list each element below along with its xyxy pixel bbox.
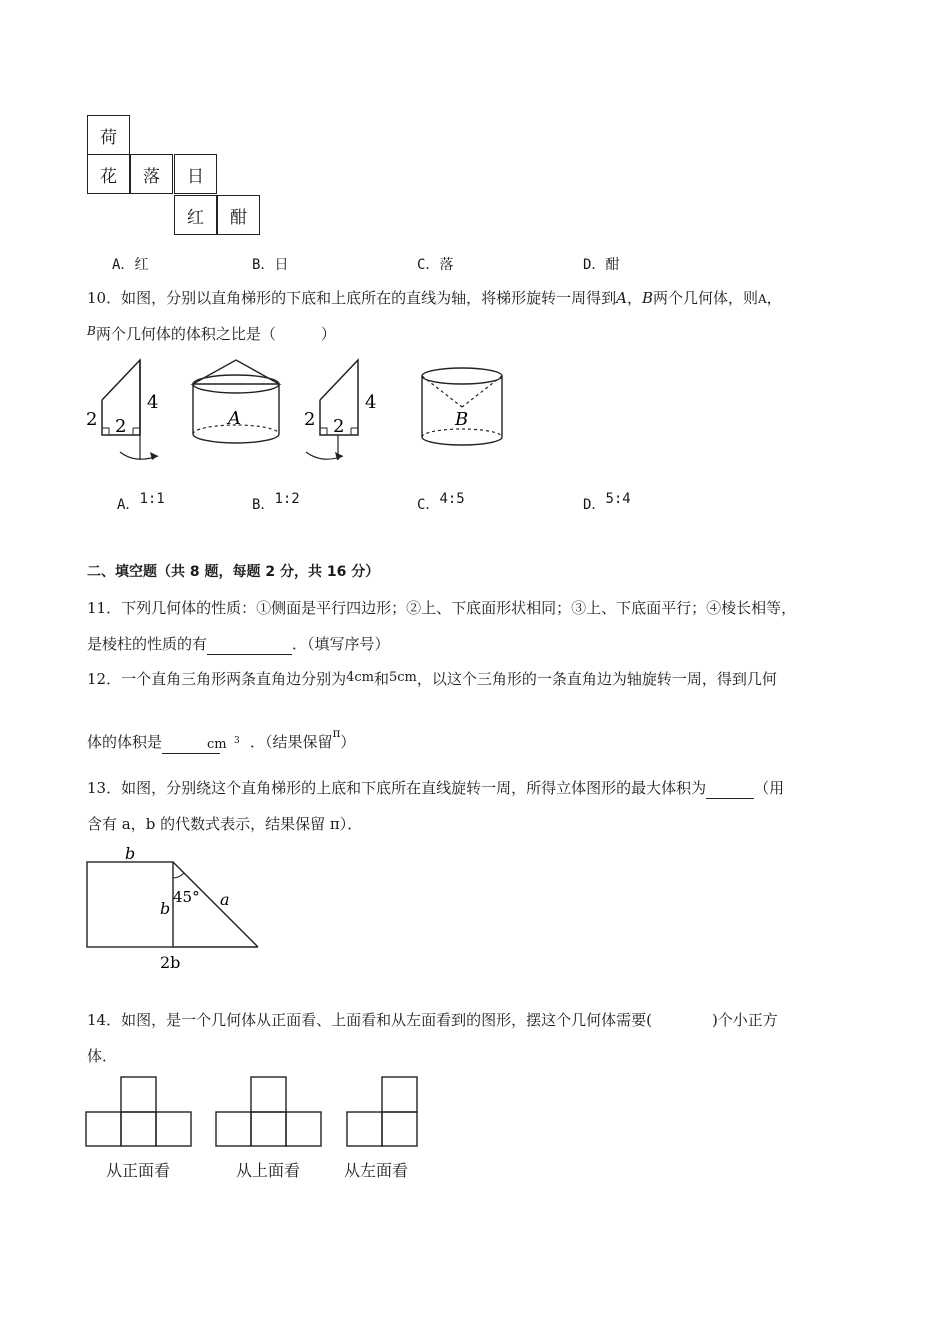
q9-option-b: B．日 <box>252 257 289 273</box>
q9-option-c: C．落 <box>417 257 454 273</box>
net-cell-5: 红 <box>174 195 217 235</box>
left-view-caption: 从左面看 <box>344 1161 409 1180</box>
q10-line1: 10．如图，分别以直角梯形的下底和上底所在的直线为轴，将梯形旋转一周得到A，B两个几何体，则A， <box>87 289 782 307</box>
net-cell-1: 荷 <box>87 115 130 155</box>
q13-top-label: b <box>125 844 136 863</box>
q11-line1: 11．下列几何体的性质：①侧面是平行四边形；②上、下底面形状相同；③上、下底面平行；④棱长相等， <box>87 599 797 617</box>
q11-answer-blank[interactable] <box>207 638 292 655</box>
q11-line2: 是棱柱的性质的有 ．（填写序号） <box>87 635 390 653</box>
q12-line1: 12．一个直角三角形两条直角边分别为4cm和5cm，以这个三角形的一条直角边为轴旋转一周，得到几何 <box>87 670 777 688</box>
section-heading: 二、填空题（共 8 题，每题 2 分，共 16 分） <box>87 564 380 580</box>
solid-a-label: A <box>228 408 241 429</box>
q12-line2: 体的体积是 cm 3 ．（结果保留π） <box>87 726 356 752</box>
net-cell-3: 落 <box>130 154 173 194</box>
trap2-right-label: 4 <box>365 392 377 413</box>
q9-option-d: D．酣 <box>583 257 620 273</box>
q9-option-a: A．红 <box>112 257 149 273</box>
trap1-right-label: 4 <box>147 392 159 413</box>
front-view-caption: 从正面看 <box>106 1161 171 1180</box>
trapezoid-2 <box>304 360 376 460</box>
q10-option-d: D．5:4 <box>583 491 631 513</box>
solid-b-label: B <box>455 409 469 430</box>
trap1-left-label: 2 <box>86 409 98 430</box>
q13-hyp-label: a <box>220 890 230 909</box>
q14-line2: 体． <box>87 1047 118 1065</box>
q13-angle-label: 45° <box>173 888 200 906</box>
trapezoid-1 <box>86 360 158 460</box>
q13-answer-blank[interactable] <box>706 782 754 799</box>
net-cell-6: 酣 <box>217 195 260 235</box>
left-view <box>347 1077 417 1146</box>
solid-b <box>422 368 502 445</box>
q10-line2: $^B$两个几何体的体积之比是（ ） <box>87 324 336 343</box>
q14-views <box>80 1070 430 1150</box>
q13-figure <box>80 840 280 975</box>
q10-figure <box>80 352 520 472</box>
q10-option-c: C．4:5 <box>417 491 465 513</box>
solid-a <box>193 360 279 443</box>
q13-line1: 13．如图，分别绕这个直角梯形的上底和下底所在直线旋转一周，所得立体图形的最大体积为 （用 <box>87 779 785 797</box>
q10-option-a: A．1:1 <box>117 491 165 513</box>
front-view <box>86 1077 191 1146</box>
q13-line2: 含有 a，b 的代数式表示，结果保留 π）． <box>87 815 363 833</box>
net-cell-4: 日 <box>174 154 217 194</box>
trap2-left-label: 2 <box>304 409 316 430</box>
net-cell-2: 花 <box>87 154 130 194</box>
top-view-caption: 从上面看 <box>236 1161 301 1180</box>
q14-line1: 14．如图，是一个几何体从正面看、上面看和从左面看到的图形，摆这个几何体需要( )个小正方 <box>87 1011 778 1029</box>
trap1-bottom-label: 2 <box>115 416 127 437</box>
q13-bottom-label: 2b <box>160 953 181 972</box>
q10-option-b: B．1:2 <box>252 491 300 513</box>
trap2-bottom-label: 2 <box>333 416 345 437</box>
top-view <box>216 1077 321 1146</box>
q13-side-label: b <box>160 899 171 918</box>
